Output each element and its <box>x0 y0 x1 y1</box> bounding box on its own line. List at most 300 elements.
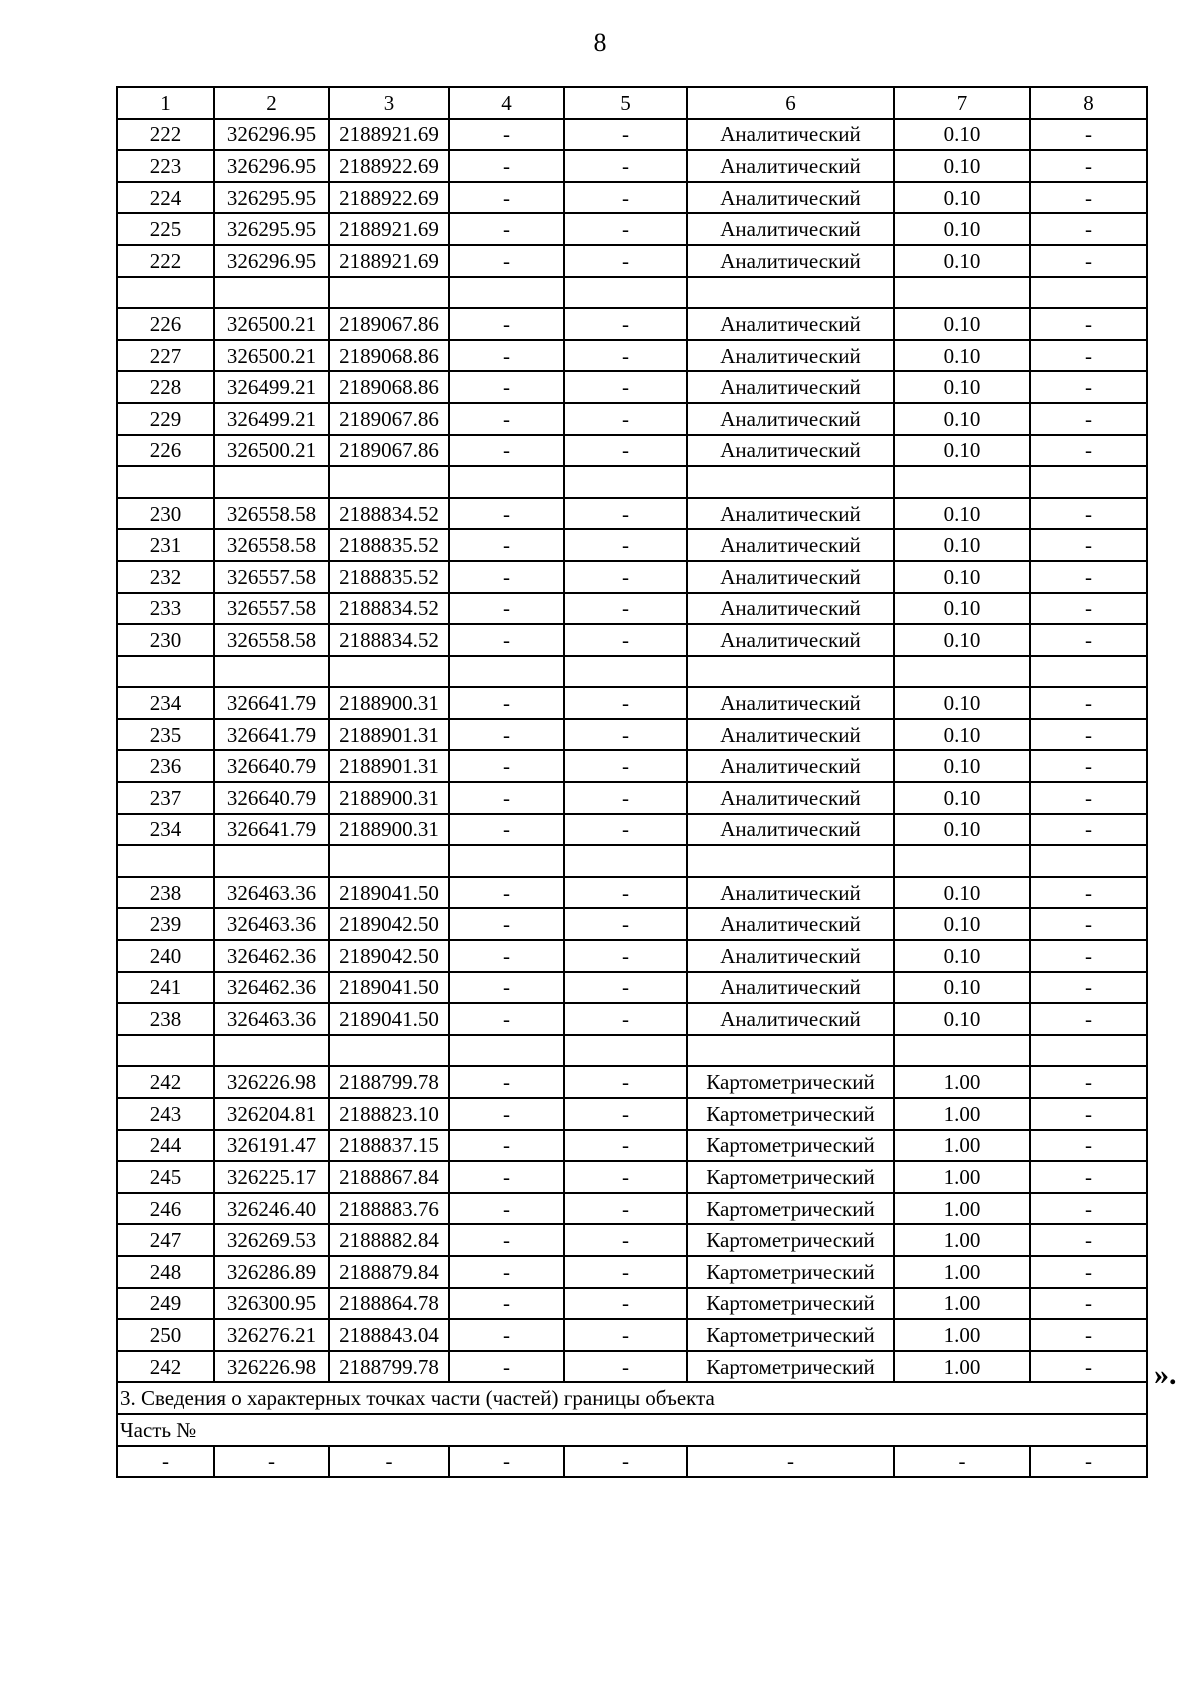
table-cell: Картометрический <box>687 1256 894 1288</box>
table-cell: Аналитический <box>687 972 894 1004</box>
table-cell: Аналитический <box>687 877 894 909</box>
table-cell: 238 <box>117 877 214 909</box>
table-cell: 241 <box>117 972 214 1004</box>
table-cell: - <box>1030 561 1147 593</box>
table-cell: 222 <box>117 245 214 277</box>
table-cell: 2188835.52 <box>329 529 449 561</box>
table-cell: Аналитический <box>687 182 894 214</box>
table-cell: 0.10 <box>894 340 1030 372</box>
table-cell: - <box>564 1066 687 1098</box>
table-row <box>117 877 1147 909</box>
table-cell: Аналитический <box>687 561 894 593</box>
table-cell: - <box>449 593 564 625</box>
table-cell: 326295.95 <box>214 213 329 245</box>
table-cell: 227 <box>117 340 214 372</box>
table-cell: - <box>449 1161 564 1193</box>
table-cell: 225 <box>117 213 214 245</box>
column-header-1: 1 <box>117 87 214 119</box>
table-cell: - <box>564 1098 687 1130</box>
table-cell: - <box>564 119 687 151</box>
table-cell: - <box>449 498 564 530</box>
table-cell <box>329 277 449 309</box>
table-cell: 326226.98 <box>214 1351 329 1383</box>
table-cell: - <box>564 719 687 751</box>
table-cell: - <box>1030 1066 1147 1098</box>
table-cell <box>564 277 687 309</box>
table-cell: 0.10 <box>894 972 1030 1004</box>
table-cell <box>687 1035 894 1067</box>
table-cell <box>687 845 894 877</box>
table-cell: - <box>564 498 687 530</box>
table-cell: 2188834.52 <box>329 624 449 656</box>
table-cell: - <box>1030 1130 1147 1162</box>
table-cell: - <box>1030 1224 1147 1256</box>
table-cell: - <box>564 908 687 940</box>
table-cell: - <box>449 1224 564 1256</box>
table-cell: 0.10 <box>894 877 1030 909</box>
table-cell: 228 <box>117 371 214 403</box>
table-cell: - <box>1030 1098 1147 1130</box>
closing-quote-mark: ». <box>1154 1358 1177 1391</box>
table-cell: Аналитический <box>687 529 894 561</box>
table-cell: - <box>449 1193 564 1225</box>
table-cell: 326558.58 <box>214 624 329 656</box>
table-row <box>117 940 1147 972</box>
table-cell: - <box>1030 150 1147 182</box>
table-cell: - <box>449 1066 564 1098</box>
table-cell: - <box>449 150 564 182</box>
table-cell: 2188921.69 <box>329 245 449 277</box>
table-cell <box>329 656 449 688</box>
table-cell: Аналитический <box>687 814 894 846</box>
table-cell: - <box>449 213 564 245</box>
table-cell: 226 <box>117 435 214 467</box>
table-cell: - <box>564 1446 687 1478</box>
table-cell: Аналитический <box>687 624 894 656</box>
table-cell: - <box>449 877 564 909</box>
table-cell: 238 <box>117 1003 214 1035</box>
table-cell: 0.10 <box>894 782 1030 814</box>
table-cell: - <box>449 750 564 782</box>
table-row <box>117 1224 1147 1256</box>
table-cell: - <box>1030 782 1147 814</box>
table-cell <box>117 1035 214 1067</box>
table-cell: 0.10 <box>894 814 1030 846</box>
table-cell: - <box>564 593 687 625</box>
table-cell <box>894 466 1030 498</box>
table-cell: - <box>564 624 687 656</box>
table-cell: 0.10 <box>894 940 1030 972</box>
table-cell: - <box>449 182 564 214</box>
table-cell: 1.00 <box>894 1319 1030 1351</box>
table-cell: 230 <box>117 624 214 656</box>
table-cell: Аналитический <box>687 371 894 403</box>
table-cell: Аналитический <box>687 719 894 751</box>
table-cell: - <box>449 1288 564 1320</box>
table-cell: 2188882.84 <box>329 1224 449 1256</box>
table-cell: - <box>449 1446 564 1478</box>
table-cell: - <box>564 1288 687 1320</box>
table-cell: - <box>1030 877 1147 909</box>
table-cell: 326204.81 <box>214 1098 329 1130</box>
table-cell: - <box>1030 719 1147 751</box>
table-cell: - <box>564 1003 687 1035</box>
table-cell: 226 <box>117 308 214 340</box>
table-row <box>117 498 1147 530</box>
table-cell: Аналитический <box>687 593 894 625</box>
table-cell: 1.00 <box>894 1193 1030 1225</box>
page-number: 8 <box>593 28 607 57</box>
table-cell: - <box>449 529 564 561</box>
table-cell <box>117 466 214 498</box>
table-cell: - <box>1030 1351 1147 1383</box>
table-cell <box>1030 466 1147 498</box>
table-cell: 239 <box>117 908 214 940</box>
table-cell: 2188799.78 <box>329 1066 449 1098</box>
separator-row <box>117 277 1147 309</box>
table-cell: 2188900.31 <box>329 814 449 846</box>
table-cell: 326276.21 <box>214 1319 329 1351</box>
table-cell: 2188835.52 <box>329 561 449 593</box>
table-row <box>117 403 1147 435</box>
table-cell: Аналитический <box>687 245 894 277</box>
table-cell: 234 <box>117 814 214 846</box>
table-cell: 1.00 <box>894 1098 1030 1130</box>
part-label-row <box>117 1414 1147 1446</box>
table-cell: - <box>449 624 564 656</box>
table-cell: 0.10 <box>894 150 1030 182</box>
table-cell: 2189041.50 <box>329 972 449 1004</box>
table-cell: 245 <box>117 1161 214 1193</box>
table-row <box>117 245 1147 277</box>
table-cell: 2189068.86 <box>329 371 449 403</box>
column-header-7: 7 <box>894 87 1030 119</box>
table-cell <box>117 845 214 877</box>
table-cell: 326286.89 <box>214 1256 329 1288</box>
table-cell: - <box>1030 1319 1147 1351</box>
table-cell <box>329 845 449 877</box>
table-cell: Картометрический <box>687 1066 894 1098</box>
table-cell: 1.00 <box>894 1130 1030 1162</box>
table-cell: 326191.47 <box>214 1130 329 1162</box>
table-cell: - <box>564 371 687 403</box>
separator-row <box>117 1035 1147 1067</box>
table-cell: 0.10 <box>894 908 1030 940</box>
table-cell: - <box>214 1446 329 1478</box>
table-cell: 2188921.69 <box>329 119 449 151</box>
table-cell: 0.10 <box>894 182 1030 214</box>
table-row <box>117 1098 1147 1130</box>
table-cell: - <box>449 371 564 403</box>
table-cell: Аналитический <box>687 150 894 182</box>
table-cell: Картометрический <box>687 1098 894 1130</box>
table-cell: 0.10 <box>894 403 1030 435</box>
table-cell: 0.10 <box>894 498 1030 530</box>
table-cell: 2189041.50 <box>329 877 449 909</box>
table-cell: 0.10 <box>894 529 1030 561</box>
table-cell: 326462.36 <box>214 940 329 972</box>
table-cell: 326463.36 <box>214 1003 329 1035</box>
table-cell: - <box>1030 972 1147 1004</box>
table-cell: 1.00 <box>894 1256 1030 1288</box>
table-cell: 326640.79 <box>214 782 329 814</box>
table-cell: - <box>687 1446 894 1478</box>
table-row <box>117 1288 1147 1320</box>
part-number-label: Часть № <box>117 1414 1147 1446</box>
table-row <box>117 687 1147 719</box>
table-cell: 326225.17 <box>214 1161 329 1193</box>
table-cell <box>1030 1035 1147 1067</box>
table-row <box>117 1193 1147 1225</box>
table-cell: - <box>564 1224 687 1256</box>
table-cell: - <box>1030 119 1147 151</box>
table-cell: - <box>1030 182 1147 214</box>
table-row <box>117 1256 1147 1288</box>
table-row <box>117 119 1147 151</box>
table-cell: - <box>449 1256 564 1288</box>
table-cell: 2188883.76 <box>329 1193 449 1225</box>
table-cell: 326296.95 <box>214 245 329 277</box>
table-cell <box>894 845 1030 877</box>
table-row <box>117 624 1147 656</box>
table-cell: - <box>564 1256 687 1288</box>
table-cell: 246 <box>117 1193 214 1225</box>
table-cell: Аналитический <box>687 940 894 972</box>
table-cell: 2188864.78 <box>329 1288 449 1320</box>
separator-row <box>117 845 1147 877</box>
table-cell: - <box>564 687 687 719</box>
table-cell: 0.10 <box>894 213 1030 245</box>
table-cell: 242 <box>117 1066 214 1098</box>
table-cell: 326558.58 <box>214 498 329 530</box>
table-cell: - <box>564 972 687 1004</box>
table-cell <box>894 277 1030 309</box>
table-cell: 250 <box>117 1319 214 1351</box>
table-cell <box>449 466 564 498</box>
table-cell: 242 <box>117 1351 214 1383</box>
table-cell: - <box>449 719 564 751</box>
table-cell: 326500.21 <box>214 340 329 372</box>
table-cell: - <box>449 561 564 593</box>
table-cell: 0.10 <box>894 119 1030 151</box>
section-title-row <box>117 1382 1147 1414</box>
table-cell: Аналитический <box>687 1003 894 1035</box>
table-cell: - <box>564 782 687 814</box>
table-cell: 0.10 <box>894 624 1030 656</box>
table-cell: 326641.79 <box>214 814 329 846</box>
table-cell: - <box>1030 593 1147 625</box>
table-cell <box>564 845 687 877</box>
table-row <box>117 1003 1147 1035</box>
table-cell: - <box>564 150 687 182</box>
table-cell: - <box>449 1319 564 1351</box>
table-cell <box>687 466 894 498</box>
table-row <box>117 529 1147 561</box>
table-cell: 2189041.50 <box>329 1003 449 1035</box>
table-cell: 326295.95 <box>214 182 329 214</box>
table-cell: 326500.21 <box>214 435 329 467</box>
table-cell: 2189042.50 <box>329 940 449 972</box>
table-row <box>117 1130 1147 1162</box>
table-cell: 326557.58 <box>214 593 329 625</box>
table-cell: 1.00 <box>894 1288 1030 1320</box>
table-cell <box>449 1035 564 1067</box>
table-cell: - <box>1030 1256 1147 1288</box>
table-row <box>117 782 1147 814</box>
table-cell <box>894 656 1030 688</box>
table-cell: - <box>1030 750 1147 782</box>
separator-row <box>117 656 1147 688</box>
table-cell <box>329 466 449 498</box>
table-cell: Аналитический <box>687 782 894 814</box>
table-cell: - <box>1030 1193 1147 1225</box>
table-row <box>117 1351 1147 1383</box>
table-row <box>117 1319 1147 1351</box>
table-cell: - <box>1030 340 1147 372</box>
table-cell: 326300.95 <box>214 1288 329 1320</box>
table-row <box>117 308 1147 340</box>
table-cell: 326463.36 <box>214 877 329 909</box>
table-cell: - <box>449 940 564 972</box>
column-header-4: 4 <box>449 87 564 119</box>
table-cell: 223 <box>117 150 214 182</box>
table-row <box>117 750 1147 782</box>
table-cell: 2189067.86 <box>329 403 449 435</box>
table-cell: 0.10 <box>894 719 1030 751</box>
table-cell: Аналитический <box>687 498 894 530</box>
table-cell: 243 <box>117 1098 214 1130</box>
table-cell: - <box>449 340 564 372</box>
table-cell: 2188799.78 <box>329 1351 449 1383</box>
table-cell: - <box>1030 908 1147 940</box>
table-cell: Аналитический <box>687 213 894 245</box>
table-cell: 2188922.69 <box>329 182 449 214</box>
table-cell: 234 <box>117 687 214 719</box>
table-cell: Аналитический <box>687 308 894 340</box>
table-row <box>117 593 1147 625</box>
table-cell: 237 <box>117 782 214 814</box>
table-cell: 2188900.31 <box>329 687 449 719</box>
table-cell: 0.10 <box>894 561 1030 593</box>
table-cell <box>449 656 564 688</box>
table-cell: 2188834.52 <box>329 498 449 530</box>
table-cell: 248 <box>117 1256 214 1288</box>
table-cell <box>117 656 214 688</box>
table-cell: 229 <box>117 403 214 435</box>
table-cell: 240 <box>117 940 214 972</box>
table-cell <box>117 277 214 309</box>
table-cell: 326269.53 <box>214 1224 329 1256</box>
table-cell: - <box>1030 940 1147 972</box>
table-cell: - <box>1030 435 1147 467</box>
table-cell: - <box>564 340 687 372</box>
table-cell: 1.00 <box>894 1161 1030 1193</box>
table-row <box>117 340 1147 372</box>
table-cell: 0.10 <box>894 593 1030 625</box>
table-cell: 0.10 <box>894 245 1030 277</box>
table-cell <box>564 1035 687 1067</box>
table-cell: 326246.40 <box>214 1193 329 1225</box>
table-cell: 2188901.31 <box>329 750 449 782</box>
table-cell: Картометрический <box>687 1351 894 1383</box>
table-cell: 2188867.84 <box>329 1161 449 1193</box>
table-cell: 235 <box>117 719 214 751</box>
table-cell: 0.10 <box>894 371 1030 403</box>
table-cell: - <box>1030 624 1147 656</box>
table-cell <box>687 277 894 309</box>
table-cell <box>564 466 687 498</box>
table-cell <box>214 1035 329 1067</box>
table-cell: 0.10 <box>894 308 1030 340</box>
table-cell: 0.10 <box>894 435 1030 467</box>
table-cell: - <box>449 119 564 151</box>
table-cell: 247 <box>117 1224 214 1256</box>
table-cell: - <box>449 1130 564 1162</box>
table-cell: - <box>1030 814 1147 846</box>
table-cell: 326463.36 <box>214 908 329 940</box>
table-cell: - <box>564 308 687 340</box>
table-cell <box>564 656 687 688</box>
table-cell: 326296.95 <box>214 150 329 182</box>
table-cell: - <box>564 1319 687 1351</box>
table-row <box>117 371 1147 403</box>
final-row <box>117 1446 1147 1478</box>
separator-row <box>117 466 1147 498</box>
table-cell <box>449 277 564 309</box>
table-cell: - <box>449 782 564 814</box>
table-row <box>117 814 1147 846</box>
table-cell: - <box>564 561 687 593</box>
table-cell: - <box>1030 371 1147 403</box>
table-cell: 2188921.69 <box>329 213 449 245</box>
table-cell: - <box>449 1351 564 1383</box>
table-cell: - <box>894 1446 1030 1478</box>
table-cell: 230 <box>117 498 214 530</box>
column-header-5: 5 <box>564 87 687 119</box>
table-cell: 2189068.86 <box>329 340 449 372</box>
column-header-8: 8 <box>1030 87 1147 119</box>
table-cell: - <box>564 814 687 846</box>
table-cell: 326557.58 <box>214 561 329 593</box>
table-cell: - <box>564 1193 687 1225</box>
table-row <box>117 972 1147 1004</box>
table-cell: 1.00 <box>894 1351 1030 1383</box>
table-cell: 222 <box>117 119 214 151</box>
table-cell: Картометрический <box>687 1130 894 1162</box>
table-cell: - <box>117 1446 214 1478</box>
table-cell <box>214 656 329 688</box>
table-cell: - <box>564 1161 687 1193</box>
table-cell: Картометрический <box>687 1224 894 1256</box>
table-cell: 232 <box>117 561 214 593</box>
table-cell: 326558.58 <box>214 529 329 561</box>
table-cell: - <box>564 1130 687 1162</box>
table-row <box>117 435 1147 467</box>
table-row <box>117 213 1147 245</box>
table-cell: Аналитический <box>687 687 894 719</box>
coordinates-table <box>116 86 1148 1478</box>
table-cell: - <box>449 908 564 940</box>
table-cell: Аналитический <box>687 908 894 940</box>
table-cell: - <box>564 750 687 782</box>
table-cell: - <box>449 403 564 435</box>
table-cell: 2189067.86 <box>329 308 449 340</box>
table-cell <box>1030 845 1147 877</box>
table-cell: 2188823.10 <box>329 1098 449 1130</box>
column-header-3: 3 <box>329 87 449 119</box>
table-cell <box>1030 277 1147 309</box>
table-cell: - <box>1030 1161 1147 1193</box>
